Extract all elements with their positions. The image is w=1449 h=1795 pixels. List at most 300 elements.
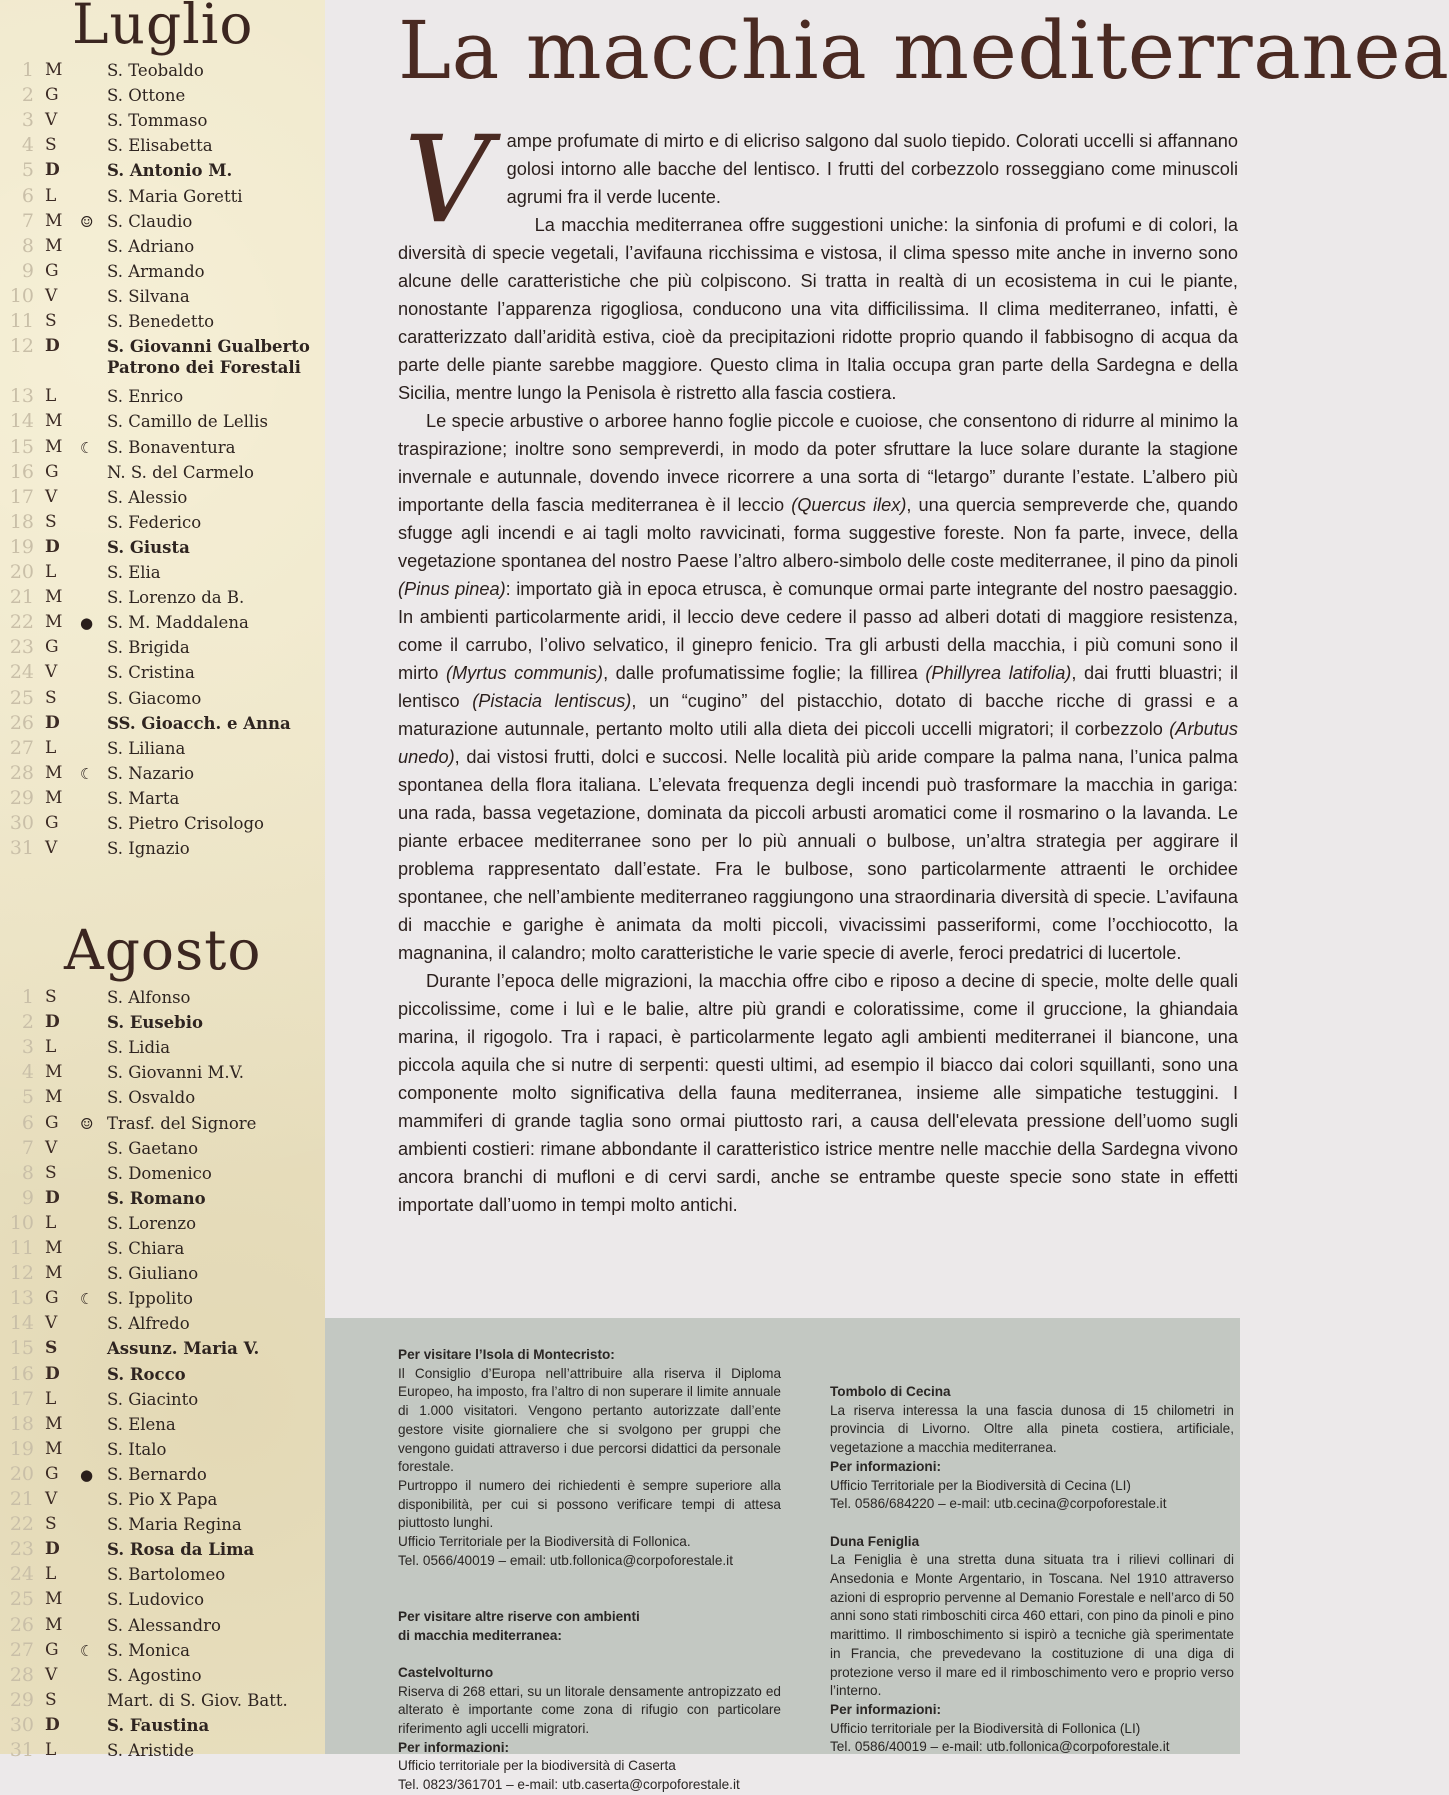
saint-name: S. Liliana xyxy=(107,738,186,758)
day-number: 26 xyxy=(9,711,34,734)
saint-name: S. Lidia xyxy=(107,1038,171,1058)
saint-name: S. M. Maddalena xyxy=(107,613,249,633)
saint-name: S. Agostino xyxy=(107,1665,202,1685)
calendar-day xyxy=(0,1086,325,1111)
day-number: 3 xyxy=(21,1036,34,1059)
saint-name-line2: Patrono dei Forestali xyxy=(107,358,301,378)
weekday-letter: D xyxy=(45,536,60,557)
saint-name: S. Rocco xyxy=(107,1364,186,1384)
calendar-day xyxy=(0,159,325,184)
day-number: 7 xyxy=(21,1136,34,1159)
day-number: 5 xyxy=(21,1086,34,1109)
weekday-letter: S xyxy=(45,135,57,156)
weekday-letter: M xyxy=(45,210,63,231)
weekday-letter: G xyxy=(45,813,59,833)
day-number: 6 xyxy=(21,184,34,207)
day-number: 29 xyxy=(9,786,34,809)
calendar-day xyxy=(0,210,325,235)
weekday-letter: G xyxy=(45,85,59,106)
weekday-letter: G xyxy=(45,1639,59,1660)
day-number: 18 xyxy=(9,1412,34,1435)
saint-name: S. Giacinto xyxy=(107,1389,199,1409)
article-paragraph xyxy=(398,111,1238,250)
weekday-letter: M xyxy=(45,612,63,633)
calendar-day xyxy=(0,536,325,561)
saint-name: S. Italo xyxy=(107,1439,167,1459)
calendar-day xyxy=(0,611,325,636)
calendar-day xyxy=(0,436,325,461)
calendar-day xyxy=(0,1614,325,1639)
info-text: Ufficio Territoriale per la Biodiversità di Cecina (LI) xyxy=(830,1477,1131,1493)
saint-name: S. Aristide xyxy=(107,1741,194,1760)
weekday-letter: S xyxy=(45,311,57,331)
weekday-letter: G xyxy=(45,461,59,482)
moon-phase-icon: ☺ xyxy=(80,1114,94,1133)
day-number: 24 xyxy=(9,661,34,684)
page-title: La macchia mediterranea xyxy=(398,4,1449,97)
day-number: 7 xyxy=(21,209,34,232)
info-text: Tel. 0586/684220 – e-mail: utb.cecina@corpoforestale.it xyxy=(830,1496,1167,1512)
weekday-letter: V xyxy=(45,838,58,859)
calendar-day xyxy=(0,1312,325,1337)
calendar-day xyxy=(0,712,325,737)
weekday-letter: M xyxy=(45,587,63,608)
calendar-day xyxy=(0,1036,325,1061)
species-name: (Arbutus unedo) xyxy=(398,719,1238,767)
saint-name: S. Giovanni Gualberto xyxy=(107,337,310,357)
weekday-letter: D xyxy=(45,1714,60,1735)
weekday-letter: S xyxy=(45,1162,57,1183)
calendar-day xyxy=(0,1112,325,1137)
info-heading: Per informazioni: xyxy=(398,1739,510,1755)
weekday-letter: G xyxy=(45,260,59,281)
day-number: 20 xyxy=(9,561,34,583)
calendar-day xyxy=(0,1739,325,1764)
weekday-letter: L xyxy=(45,1564,57,1585)
weekday-letter: D xyxy=(45,712,60,733)
weekday-letter: L xyxy=(45,1388,57,1409)
saint-name: S. Alessio xyxy=(107,487,188,507)
paragraph-text: ampe profumate di mirto e di elicriso salgono dal suolo tiepido. Colorati uccelli si affannano golosi intorno alle bacche del lentisco. I frutti del corbezzolo rosseggiano come minuscoli agrumi fra il verde lucente. xyxy=(506,131,1238,207)
weekday-letter: S xyxy=(45,987,57,1007)
saint-name: S. Teobaldo xyxy=(107,61,204,80)
weekday-letter: M xyxy=(45,1238,63,1258)
article-paragraph: La macchia mediterranea offre suggestioni uniche: la sinfonia di profumi e di colori, la diversità di specie vegetali, l’avifauna ricchissima e vistosa, il clima spesso mite anche in inverno sono alcune delle caratteristiche che più colpiscono. Si tratta in realtà di un ecosistema in cui le piante, nonostante l’apparenza rigogliosa, conducono una vita difficilissima. Il clima mediterraneo, infatti, è caratterizzato dall’aridità estiva, cioè da precipitazioni ridotte proprio quando il fabbisogno di acqua da parte delle piante sarebbe maggiore. Questo clima in Italia occupa gran parte della Sardegna e della Sicilia, mentre lungo la Penisola è ristretto alla fascia costiera. xyxy=(398,215,1238,403)
calendar-day xyxy=(0,1563,325,1588)
calendar-day xyxy=(0,687,325,712)
weekday-letter: L xyxy=(45,1212,57,1233)
saint-name: S. Giuliano xyxy=(107,1264,199,1284)
saint-name: S. Giovanni M.V. xyxy=(107,1063,244,1083)
saint-name: S. Faustina xyxy=(107,1715,210,1735)
day-number: 30 xyxy=(9,1713,34,1736)
day-number: 26 xyxy=(9,1613,34,1636)
day-number: 13 xyxy=(9,385,34,408)
paragraph-text: , dai vistosi frutti, dolci e succosi. Nelle località più aride compare la palma nana, l’unica palma spontanea della flora italiana. L’elevata frequenza degli incendi può trasformare la macchia in gariga: una rada, bassa vegetazione, dominata da piccoli arbusti aromatici come il rosmarino o la lavanda. Le piante erbacee mediterranee sono per lo più annuali o bulbose, un’altra strategia per aggirare il problema rappresentato dall’estate. Fra le bulbose, sono particolarmente attraenti le orchidee spontanee, che nell’ambiente mediterraneo raggiungono una straordinaria diversità di specie. L’avifauna di macchie e garighe è animata da molti piccoli, vivacissimi passeriformi, come l’occhiocotto, la magnanina, il calandro; molto caratteristiche le varie specie di averle, feroci predatrici di lucertole. xyxy=(398,747,1238,963)
weekday-letter: G xyxy=(45,1112,59,1133)
saint-name: S. Silvana xyxy=(107,286,190,306)
weekday-letter: V xyxy=(45,1664,58,1685)
info-heading: Castelvolturno xyxy=(398,1664,494,1680)
saint-name: S. Rosa da Lima xyxy=(107,1540,255,1560)
info-text: Tel. 0823/361701 – e-mail: utb.caserta@corpoforestale.it xyxy=(398,1777,740,1793)
calendar-day xyxy=(0,1137,325,1162)
info-heading: di macchia mediterranea: xyxy=(398,1627,562,1643)
weekday-letter: M xyxy=(45,1413,63,1434)
calendar-day xyxy=(0,586,325,611)
day-number: 17 xyxy=(9,485,34,508)
calendar-day xyxy=(0,1588,325,1613)
day-number: 10 xyxy=(9,284,34,307)
species-name: (Pistacia lentiscus) xyxy=(472,691,632,711)
calendar-day xyxy=(0,1237,325,1262)
weekday-letter: S xyxy=(45,511,57,532)
saint-name: S. Bartolomeo xyxy=(107,1565,226,1585)
saint-name: Trasf. del Signore xyxy=(107,1113,257,1133)
saint-name: S. Pio X Papa xyxy=(107,1490,218,1509)
calendar-day xyxy=(0,1212,325,1237)
day-number: 27 xyxy=(9,1638,34,1661)
paragraph-text: , una quercia sempreverde che, quando sfugge agli incendi e ai tagli molto ravvicinati, forma suggestive foreste. Non fa parte, invece, della vegetazione spontanea del nostro Paese l’altro albero-simbolo delle coste mediterranee, il pino da pinoli xyxy=(398,495,1238,571)
weekday-letter: V xyxy=(45,110,58,131)
info-heading: Duna Feniglia xyxy=(830,1533,920,1549)
day-number: 6 xyxy=(21,1111,34,1134)
saint-name: S. Ludovico xyxy=(107,1590,205,1610)
saint-name: S. Nazario xyxy=(107,763,195,783)
info-text: Ufficio territoriale per la Biodiversità di Follonica (LI) xyxy=(830,1720,1141,1736)
calendar-day xyxy=(0,461,325,486)
weekday-letter: M xyxy=(45,787,63,808)
day-number: 22 xyxy=(9,1513,34,1536)
info-column-left xyxy=(398,1346,781,1795)
saint-name: S. Benedetto xyxy=(107,312,215,331)
saint-name: S. Claudio xyxy=(107,211,193,231)
month-title-luglio: Luglio xyxy=(72,0,254,56)
day-number: 16 xyxy=(9,1362,34,1385)
saint-name: S. Brigida xyxy=(107,638,190,658)
weekday-letter: S xyxy=(45,1338,58,1359)
day-number: 3 xyxy=(21,109,34,132)
calendar-day xyxy=(0,812,325,837)
weekday-letter: M xyxy=(45,1062,63,1083)
saint-name: S. Alfonso xyxy=(107,988,191,1007)
saint-name: Mart. di S. Giov. Batt. xyxy=(107,1690,288,1710)
saint-name: S. Ottone xyxy=(107,86,186,106)
saint-name: S. Lorenzo xyxy=(107,1213,197,1233)
day-number: 31 xyxy=(9,837,34,860)
saint-name: S. Tommaso xyxy=(107,111,208,131)
weekday-letter: S xyxy=(45,1514,57,1535)
paragraph-text: : importato già in epoca etrusca, è comunque ormai parte integrante del nostro paesaggio. In ambienti particolarmente aridi, il leccio deve cedere il passo ad alberi dotati di maggiore resistenza, come il carrubo, l’olivo selvatico, il ginepro fenicio. Tra gli arbusti della macchia, i più comuni sono il mirto xyxy=(398,579,1238,683)
day-number: 15 xyxy=(9,1337,34,1360)
article-body xyxy=(398,111,1239,1219)
moon-phase-icon: ● xyxy=(80,1465,94,1484)
saint-name: S. Lorenzo da B. xyxy=(107,588,245,608)
calendar-day xyxy=(0,1664,325,1689)
paragraph-text: Le specie arbustive o arboree hanno foglie piccole e cuoiose, che consentono di ridurre al minimo la traspirazione; inoltre sono sempreverdi, in modo da poter sfruttare la luce solare durante la stagione invernale e autunnale, dovendo invece ricorrere a una sorta di “letargo” durante l’estate. L’albero più importante della fascia mediterranea è il leccio xyxy=(398,411,1238,515)
calendar-day xyxy=(0,1538,325,1563)
weekday-letter: V xyxy=(45,1137,58,1158)
calendar-sidebar xyxy=(0,0,325,1761)
moon-phase-icon: ☺ xyxy=(80,212,94,231)
calendar-day xyxy=(0,410,325,435)
info-heading: Per informazioni: xyxy=(830,1458,942,1474)
weekday-letter: D xyxy=(45,1012,60,1033)
calendar-day xyxy=(0,285,325,310)
info-text: Riserva di 268 ettari, su un litorale densamente antropizzato ed alterato è importante come zona di rifugio con particolare riferimento agli uccelli migratori. xyxy=(398,1683,781,1737)
saint-name: S. Monica xyxy=(107,1640,191,1660)
day-number: 1 xyxy=(21,986,34,1008)
calendar-day xyxy=(0,134,325,159)
weekday-letter: M xyxy=(45,762,63,783)
calendar-day xyxy=(0,986,325,1011)
weekday-letter: S xyxy=(45,1689,57,1710)
info-heading: Per visitare altre riserve con ambienti xyxy=(398,1608,640,1624)
calendar-day xyxy=(0,1689,325,1714)
info-heading: Per visitare l’Isola di Montecristo: xyxy=(398,1347,615,1362)
saint-name: S. Bernardo xyxy=(107,1464,207,1484)
day-number: 14 xyxy=(9,410,34,433)
weekday-letter: V xyxy=(45,1313,58,1334)
species-name: (Phillyrea latifolia) xyxy=(925,663,1072,683)
day-number: 27 xyxy=(9,736,34,759)
saint-name: S. Federico xyxy=(107,512,202,532)
saint-name: S. Cristina xyxy=(107,663,195,683)
weekday-letter: G xyxy=(45,637,59,658)
saint-name: SS. Gioacch. e Anna xyxy=(107,713,291,733)
weekday-letter: L xyxy=(45,386,57,407)
weekday-letter: L xyxy=(45,562,57,582)
month-title-agosto: Agosto xyxy=(64,918,262,982)
saint-name: S. Pietro Crisologo xyxy=(107,814,264,833)
saint-name: S. Giusta xyxy=(107,537,190,557)
weekday-letter: D xyxy=(45,336,60,357)
day-number: 20 xyxy=(9,1462,34,1485)
weekday-letter: L xyxy=(45,1037,57,1058)
weekday-letter: M xyxy=(45,1087,63,1108)
day-number: 11 xyxy=(9,310,34,332)
saint-name: N. S. del Carmelo xyxy=(107,462,254,482)
saint-name: S. Romano xyxy=(107,1188,206,1208)
weekday-letter: G xyxy=(45,1463,59,1484)
weekday-letter: L xyxy=(45,737,57,758)
day-number: 13 xyxy=(9,1287,34,1310)
weekday-letter: M xyxy=(45,1263,63,1284)
saint-name: S. Chiara xyxy=(107,1239,185,1258)
calendar-day xyxy=(0,335,325,378)
info-text: La riserva interessa la una fascia dunosa di 15 chilometri in provincia di Livorno. Oltre alla pineta costiera, artificiale, vegetazione a macchia mediterranea. xyxy=(830,1402,1234,1456)
moon-phase-icon: ☾ xyxy=(80,1290,94,1309)
calendar-day xyxy=(0,762,325,787)
weekday-letter: V xyxy=(45,1489,58,1509)
day-number: 30 xyxy=(9,812,34,834)
day-number: 21 xyxy=(9,1488,34,1510)
paragraph-text: , dai frutti bluastri; il lentisco xyxy=(398,663,1239,711)
weekday-letter: D xyxy=(45,1363,60,1384)
info-text: Tel. 0586/40019 – e-mail: utb.follonica@corpoforestale.it xyxy=(830,1739,1170,1755)
saint-name: S. Ippolito xyxy=(107,1289,193,1309)
species-name: (Myrtus communis) xyxy=(445,663,604,683)
calendar-day xyxy=(0,109,325,134)
weekday-letter: S xyxy=(45,687,57,708)
calendar-day xyxy=(0,84,325,109)
info-text: Ufficio Territoriale per la Biodiversità di Follonica. xyxy=(398,1534,691,1550)
day-number: 1 xyxy=(21,59,34,81)
saint-name: S. Eusebio xyxy=(107,1013,203,1033)
calendar-day xyxy=(0,1337,325,1362)
calendar-day xyxy=(0,486,325,511)
calendar-day xyxy=(0,787,325,812)
weekday-letter: D xyxy=(45,1539,60,1560)
calendar-day xyxy=(0,1011,325,1036)
saint-name: S. Domenico xyxy=(107,1163,212,1183)
article-paragraph: Durante l’epoca delle migrazioni, la macchia offre cibo e riposo a decine di specie, molte delle quali piccolissime, come i luì e le balie, altre più grandi e coloratissime, come il gruccione, la ghiandaia marina, il rigogolo. Tra i rapaci, è particolarmente legato agli ambienti mediterranei il biancone, una piccola aquila che si nutre di serpenti: questi ultimi, ad esempio il biacco dai colori squillanti, sono una componente molto significativa della fauna mediterranea, insieme alle simpatiche testuggini. I mammiferi di grande taglia sono ormai piuttosto rari, a causa dell'elevata pressione dell’uomo sugli ambienti costieri: rimane abbondante il caratteristico istrice mentre nelle macchie della Sardegna vivono ancora branchi di mufloni e di cervi sardi, anche se entrambe queste specie sono state in effetti importate dall’uomo in tempi molto antichi. xyxy=(398,971,1238,1215)
paragraph-text: , dalle profumatissime foglie; la fillirea xyxy=(603,663,926,683)
calendar-day xyxy=(0,1363,325,1388)
moon-phase-icon: ● xyxy=(80,614,94,633)
weekday-letter: D xyxy=(45,160,60,181)
weekday-letter: V xyxy=(45,285,58,306)
day-number: 14 xyxy=(9,1312,34,1335)
saint-name: S. Armando xyxy=(107,261,205,281)
weekday-letter: M xyxy=(45,1438,63,1459)
day-number: 28 xyxy=(9,761,34,784)
day-number: 23 xyxy=(9,1538,34,1561)
saint-name: S. Alessandro xyxy=(107,1615,221,1635)
day-number: 8 xyxy=(21,1161,34,1184)
calendar-day xyxy=(0,1438,325,1463)
day-number: 11 xyxy=(9,1237,34,1259)
species-name: (Pinus pinea) xyxy=(398,579,506,599)
calendar-day xyxy=(0,1287,325,1312)
calendar-day xyxy=(0,59,325,84)
calendar-day xyxy=(0,661,325,686)
calendar-day xyxy=(0,636,325,661)
moon-phase-icon: ☾ xyxy=(80,1641,94,1660)
saint-name: S. Elena xyxy=(107,1414,176,1434)
day-number: 25 xyxy=(9,1588,34,1611)
day-number: 17 xyxy=(9,1387,34,1410)
info-text: Il Consiglio d’Europa nell’attribuire alla riserva il Diploma Europeo, ha imposto, fra l’altro di non superare il limite annuale di 1.000 visitatori. Vengono pertanto autorizzate dall’ente gestore visite giornaliere che si svolgono per gruppi che vengono guidati attraverso i due percorsi didattici da personale forestale. xyxy=(398,1365,781,1475)
info-box xyxy=(325,1318,1240,1793)
calendar-day xyxy=(0,1187,325,1212)
day-number: 12 xyxy=(9,335,34,358)
day-number: 31 xyxy=(9,1739,34,1761)
weekday-letter: V xyxy=(45,662,58,683)
day-number: 22 xyxy=(9,611,34,634)
saint-name: S. Osvaldo xyxy=(107,1088,196,1108)
weekday-letter: M xyxy=(45,436,63,457)
saint-name: S. Enrico xyxy=(107,387,184,407)
saint-name: S. Alfredo xyxy=(107,1314,190,1334)
day-number: 28 xyxy=(9,1663,34,1686)
calendar-day xyxy=(0,1513,325,1538)
day-number: 9 xyxy=(21,1186,34,1209)
weekday-letter: M xyxy=(45,60,63,80)
calendar-day xyxy=(0,1388,325,1413)
day-number: 2 xyxy=(21,1011,34,1034)
info-text: La Feniglia è una stretta duna situata tra i rilievi collinari di Ansedonia e Monte Argentario, in Toscana. Nel 1910 attraverso azioni di esproprio pervenne al Demanio Forestale e nell’arco di 50 anni sono stati rimboschiti circa 460 ettari, con pino da pinoli e pino marittimo. Il rimboschimento si ispirò a tecniche già sperimentate in Francia, che prevedevano la costituzione di una diga di protezione verso il mare ed il rimboschimento vero e proprio verso l’interno. xyxy=(830,1552,1234,1699)
species-name: (Quercus ilex) xyxy=(791,495,907,515)
saint-name: S. Elisabetta xyxy=(107,136,213,156)
day-number: 9 xyxy=(21,259,34,282)
moon-phase-icon: ☾ xyxy=(80,764,94,783)
calendar-day xyxy=(0,837,325,862)
paragraph-text: , un “cugino” del pistacchio, dotato di bacche ricche di grassi e a maturazione autunnale, pertanto molto utili alla dieta dei piccoli uccelli migratori; il corbezzolo xyxy=(398,691,1238,739)
saint-name: S. Marta xyxy=(107,788,180,808)
weekday-letter: M xyxy=(45,1614,63,1635)
calendar-day xyxy=(0,1061,325,1086)
weekday-letter: L xyxy=(45,185,57,206)
calendar-day xyxy=(0,1488,325,1513)
weekday-letter: M xyxy=(45,1589,63,1610)
day-number: 4 xyxy=(21,134,34,157)
moon-phase-icon: ☾ xyxy=(80,438,94,457)
calendar-day xyxy=(0,1413,325,1438)
saint-name: S. Ignazio xyxy=(107,839,190,859)
weekday-letter: M xyxy=(45,411,63,432)
weekday-letter: G xyxy=(45,1288,59,1309)
day-number: 18 xyxy=(9,510,34,533)
day-number: 5 xyxy=(21,159,34,182)
calendar-day xyxy=(0,1262,325,1287)
calendar-day xyxy=(0,511,325,536)
calendar-day xyxy=(0,1639,325,1664)
day-number: 19 xyxy=(9,1437,34,1460)
weekday-letter: L xyxy=(45,1740,57,1760)
day-number: 4 xyxy=(21,1061,34,1084)
calendar-day xyxy=(0,385,325,410)
calendar-day xyxy=(0,260,325,285)
day-number: 15 xyxy=(9,435,34,458)
calendar-day xyxy=(0,561,325,586)
calendar-day xyxy=(0,185,325,210)
calendar-day xyxy=(0,1463,325,1488)
saint-name: S. Maria Regina xyxy=(107,1515,242,1535)
saint-name: S. Camillo de Lellis xyxy=(107,412,268,432)
day-number: 23 xyxy=(9,636,34,659)
info-text: Purtroppo il numero dei richiedenti è sempre superiore alla disponibilità, per cui si possono verificare tempi di attesa piuttosto lunghi. xyxy=(398,1477,781,1531)
weekday-letter: M xyxy=(45,235,63,256)
day-number: 10 xyxy=(9,1211,34,1234)
drop-cap: V xyxy=(404,111,491,250)
saint-name: S. Gaetano xyxy=(107,1138,199,1158)
info-text: Tel. 0566/40019 – email: utb.follonica@corpoforestale.it xyxy=(398,1552,733,1568)
info-heading: Tombolo di Cecina xyxy=(830,1384,951,1399)
day-number: 19 xyxy=(9,535,34,558)
day-number: 24 xyxy=(9,1563,34,1586)
saint-name: S. Elia xyxy=(107,563,161,582)
day-number: 12 xyxy=(9,1262,34,1285)
saint-name: S. Adriano xyxy=(107,236,195,256)
saint-name: S. Maria Goretti xyxy=(107,186,243,206)
info-text: Ufficio territoriale per la biodiversità di Caserta xyxy=(398,1758,676,1774)
weekday-letter: V xyxy=(45,486,58,507)
saint-name: S. Bonaventura xyxy=(107,437,236,457)
info-column-right xyxy=(830,1383,1234,1757)
day-number: 2 xyxy=(21,84,34,107)
calendar-day xyxy=(0,737,325,762)
saint-name: S. Giacomo xyxy=(107,688,202,708)
weekday-letter: D xyxy=(45,1187,60,1208)
day-number: 16 xyxy=(9,460,34,483)
saint-name: S. Antonio M. xyxy=(107,161,233,181)
day-number: 29 xyxy=(9,1688,34,1711)
calendar-day xyxy=(0,1162,325,1187)
calendar-day xyxy=(0,310,325,335)
calendar-day xyxy=(0,1714,325,1739)
day-number: 25 xyxy=(9,686,34,709)
